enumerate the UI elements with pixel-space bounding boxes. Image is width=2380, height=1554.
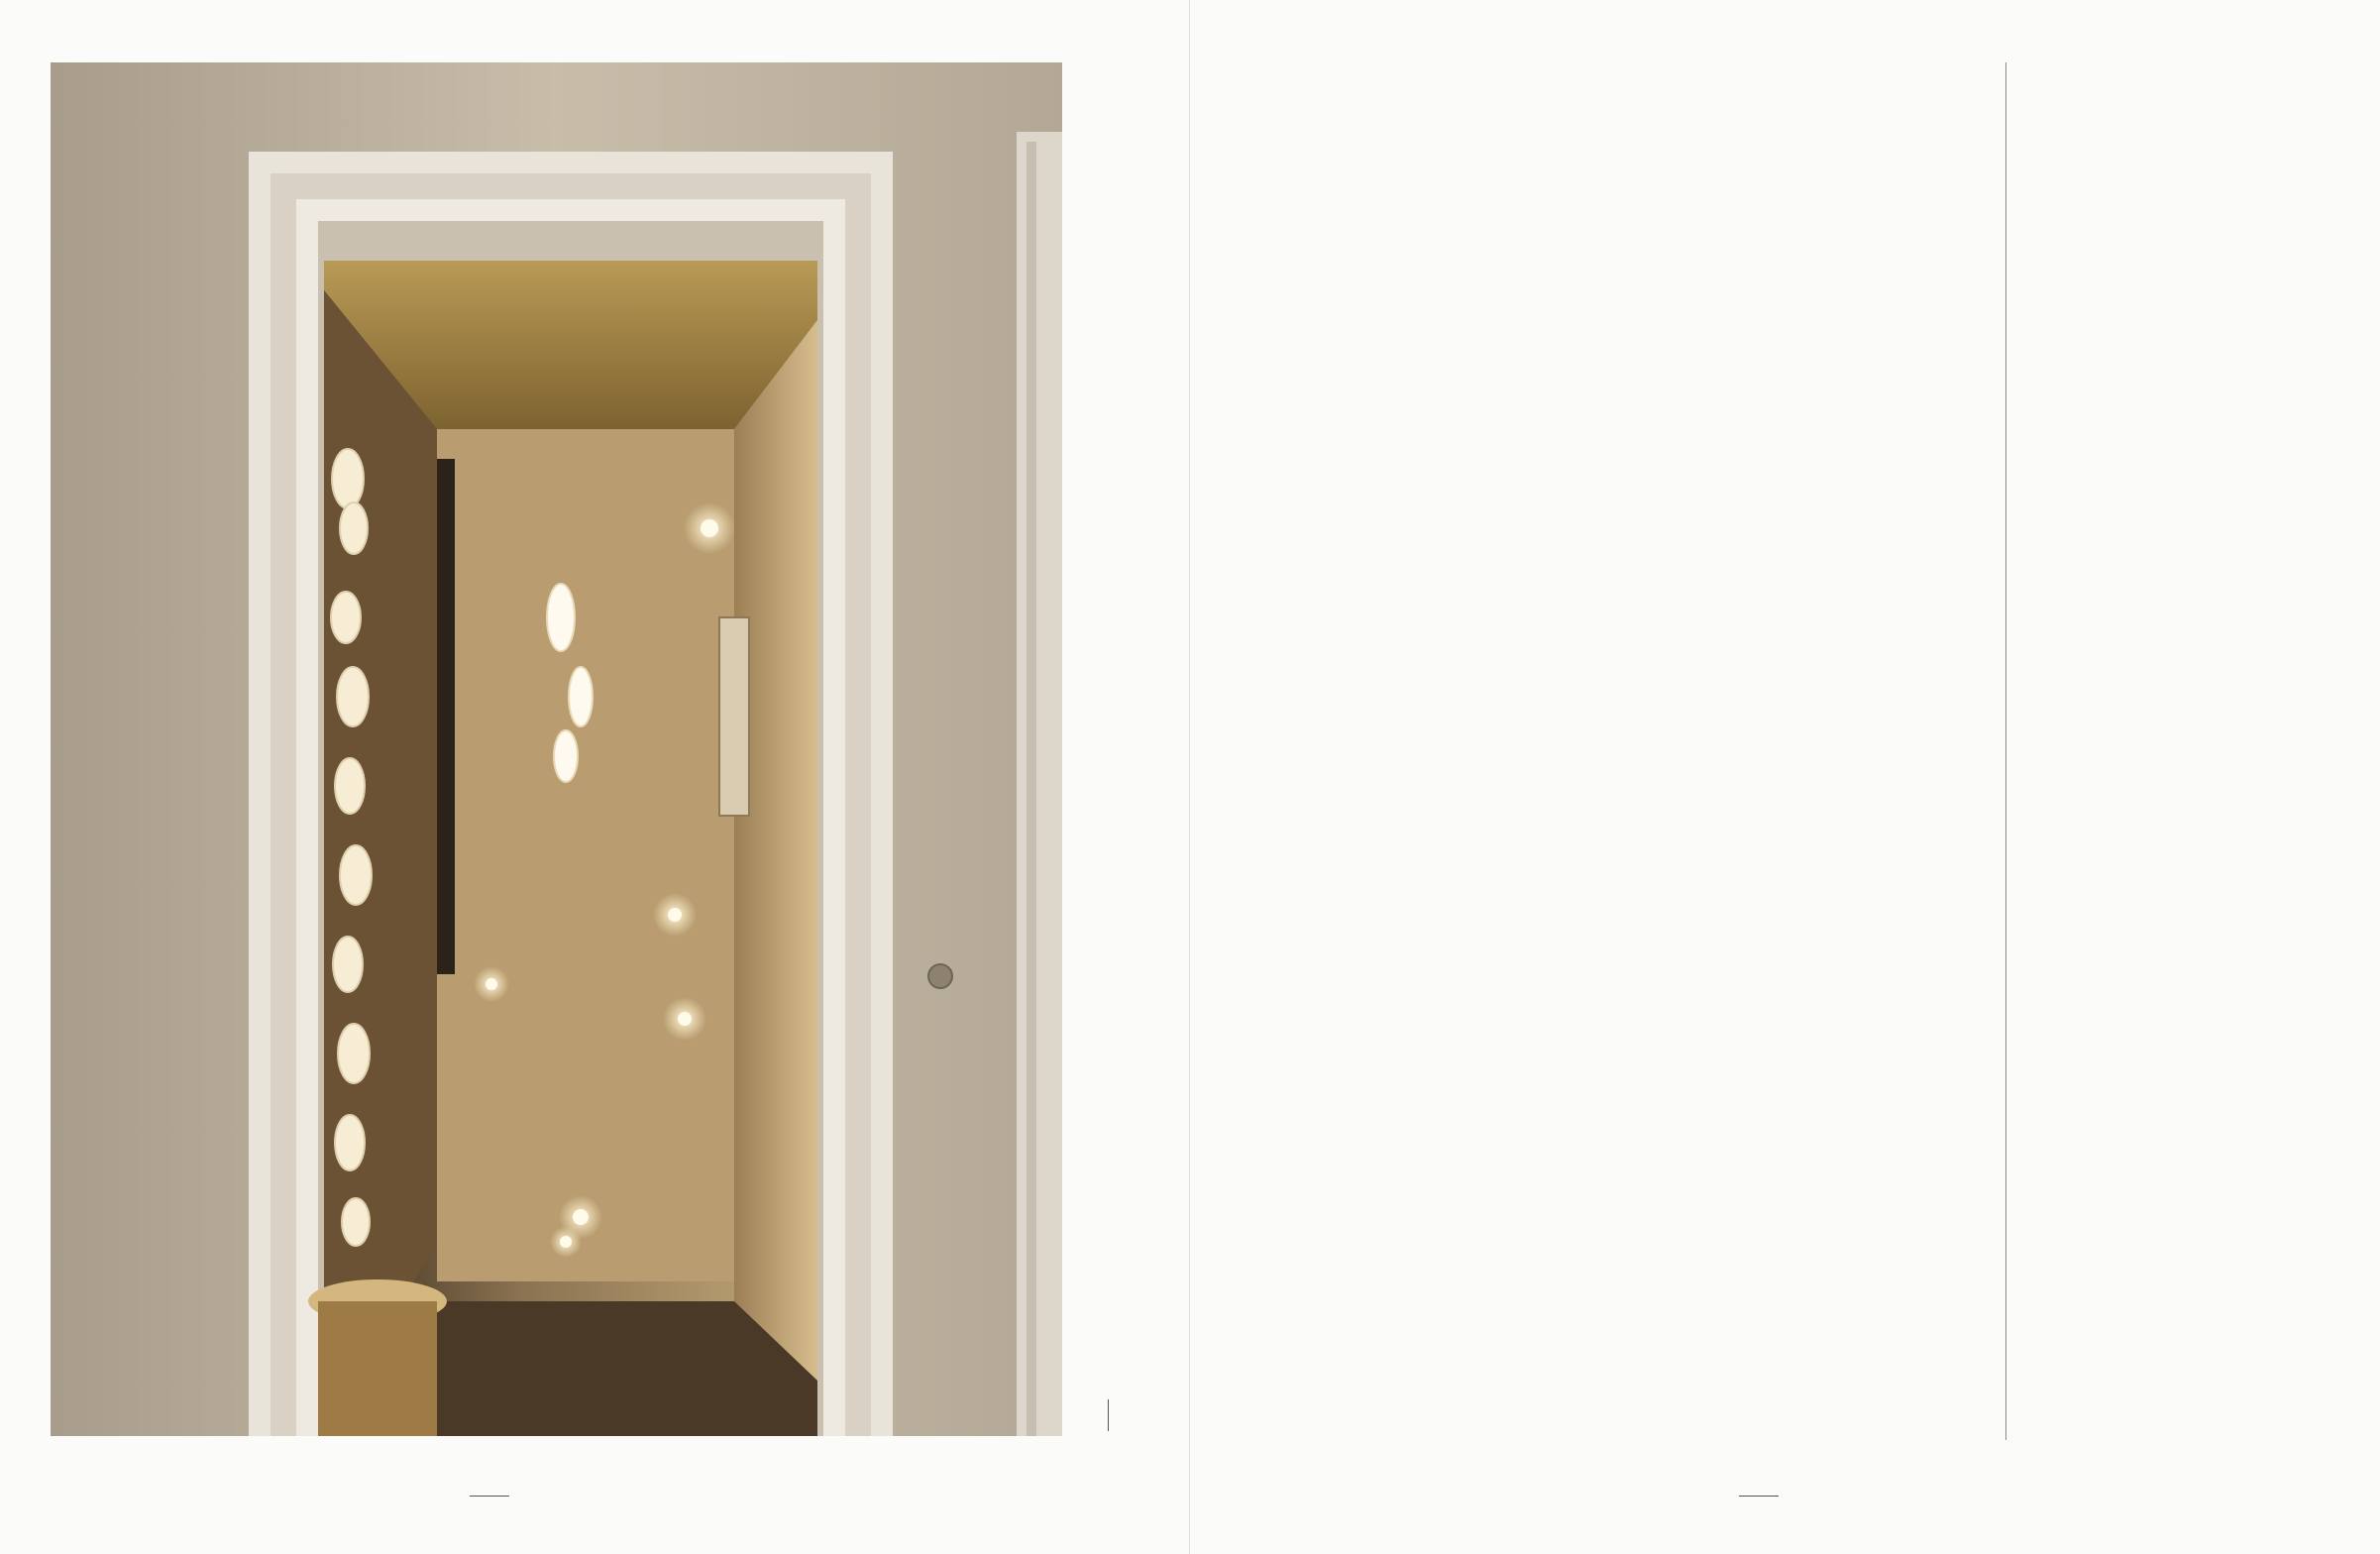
answer-paragraph (1702, 83, 1984, 107)
answer-paragraph (1322, 59, 1633, 83)
footer-rule-right (1739, 1496, 1779, 1497)
question-paragraph (1322, 131, 1633, 155)
sidebar-divider (2005, 62, 2006, 1440)
question-paragraph (1322, 83, 1633, 107)
interior-photo (51, 62, 1062, 1436)
interview-column-2 (1702, 59, 1984, 107)
footer-right (1731, 1490, 1786, 1501)
footer-left (462, 1490, 517, 1501)
answer-paragraph (1322, 155, 1633, 178)
credit-dash (1108, 1399, 1109, 1431)
question-paragraph (1702, 59, 1984, 83)
photo-credit (1102, 1393, 1114, 1437)
right-page (1190, 0, 2380, 1554)
answer-paragraph (1322, 107, 1633, 131)
tips-sidebar (2024, 59, 2288, 76)
hallway-photo-illustration (51, 62, 1062, 1436)
interview-column-1 (1322, 59, 1633, 178)
footer-rule-left (470, 1496, 509, 1497)
